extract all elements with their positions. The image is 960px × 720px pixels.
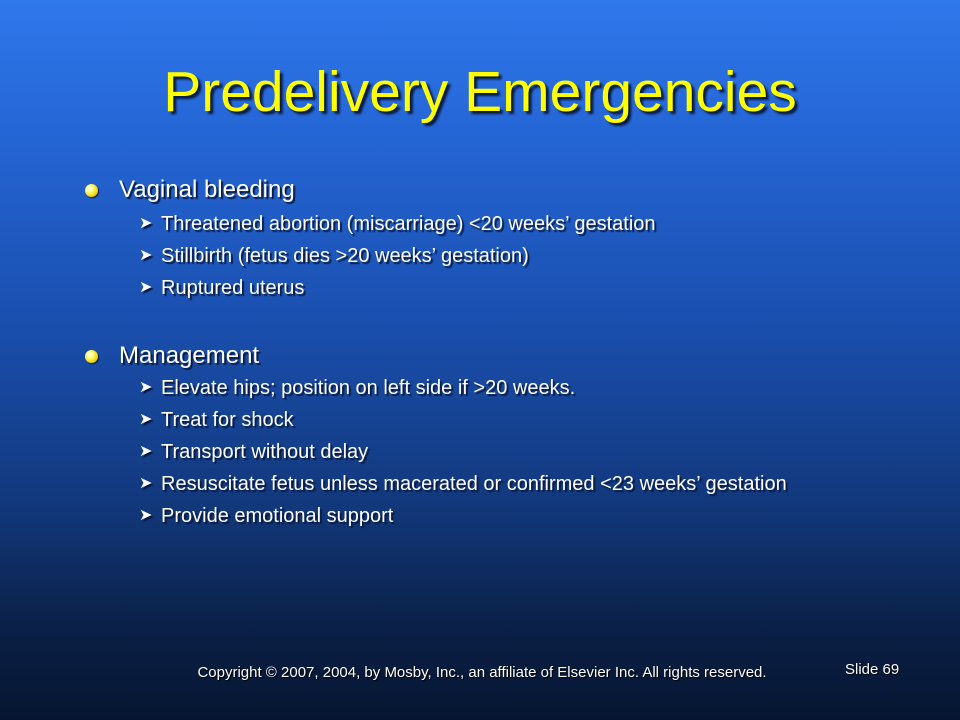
sub-bullet — [85, 504, 845, 528]
sub-bullet-text: Provide emotional support — [161, 505, 394, 527]
sub-bullet — [85, 276, 845, 300]
arrowhead-bullet-icon: ➤ — [139, 443, 153, 460]
sub-bullet-text: Transport without delay — [161, 441, 369, 463]
copyright-text: Copyright © 2007, 2004, by Mosby, Inc., an affiliate of Elsevier Inc. All rights reserved. — [197, 664, 767, 681]
sub-bullet-text: Treat for shock — [161, 409, 294, 431]
sub-bullet-text: Ruptured uterus — [161, 277, 305, 299]
arrowhead-bullet-icon: ➤ — [139, 379, 153, 396]
round-yellow-bullet-icon — [85, 350, 98, 363]
sub-bullet — [85, 376, 845, 400]
sub-bullet — [85, 472, 845, 496]
sub-bullet — [85, 440, 845, 464]
arrowhead-bullet-icon: ➤ — [139, 475, 153, 492]
sub-bullet-text: Stillbirth (fetus dies >20 weeks’ gestation) — [161, 245, 529, 267]
arrowhead-bullet-icon: ➤ — [139, 247, 153, 264]
sub-bullet-text: Threatened abortion (miscarriage) <20 weeks’ gestation — [161, 213, 656, 235]
heading-text: Vaginal bleeding — [119, 176, 295, 203]
round-yellow-bullet-icon — [85, 184, 98, 197]
bullet-heading — [85, 172, 845, 208]
slide-title: Predelivery Emergencies — [163, 60, 797, 124]
section-vaginal-bleeding — [85, 172, 845, 300]
arrowhead-bullet-icon: ➤ — [139, 507, 153, 524]
section-management — [85, 338, 845, 528]
bullet-heading — [85, 338, 845, 374]
sub-bullet — [85, 212, 845, 236]
sub-bullet — [85, 244, 845, 268]
sub-bullet-text: Resuscitate fetus unless macerated or confirmed <23 weeks’ gestation — [161, 473, 787, 495]
heading-text: Management — [119, 342, 260, 369]
sub-bullet-text: Elevate hips; position on left side if >20 weeks. — [161, 377, 576, 399]
arrowhead-bullet-icon: ➤ — [139, 411, 153, 428]
sub-bullet — [85, 408, 845, 432]
slide-number: Slide 69 — [845, 661, 900, 678]
copyright-footer — [0, 663, 960, 683]
arrowhead-bullet-icon: ➤ — [139, 279, 153, 296]
arrowhead-bullet-icon: ➤ — [139, 215, 153, 232]
